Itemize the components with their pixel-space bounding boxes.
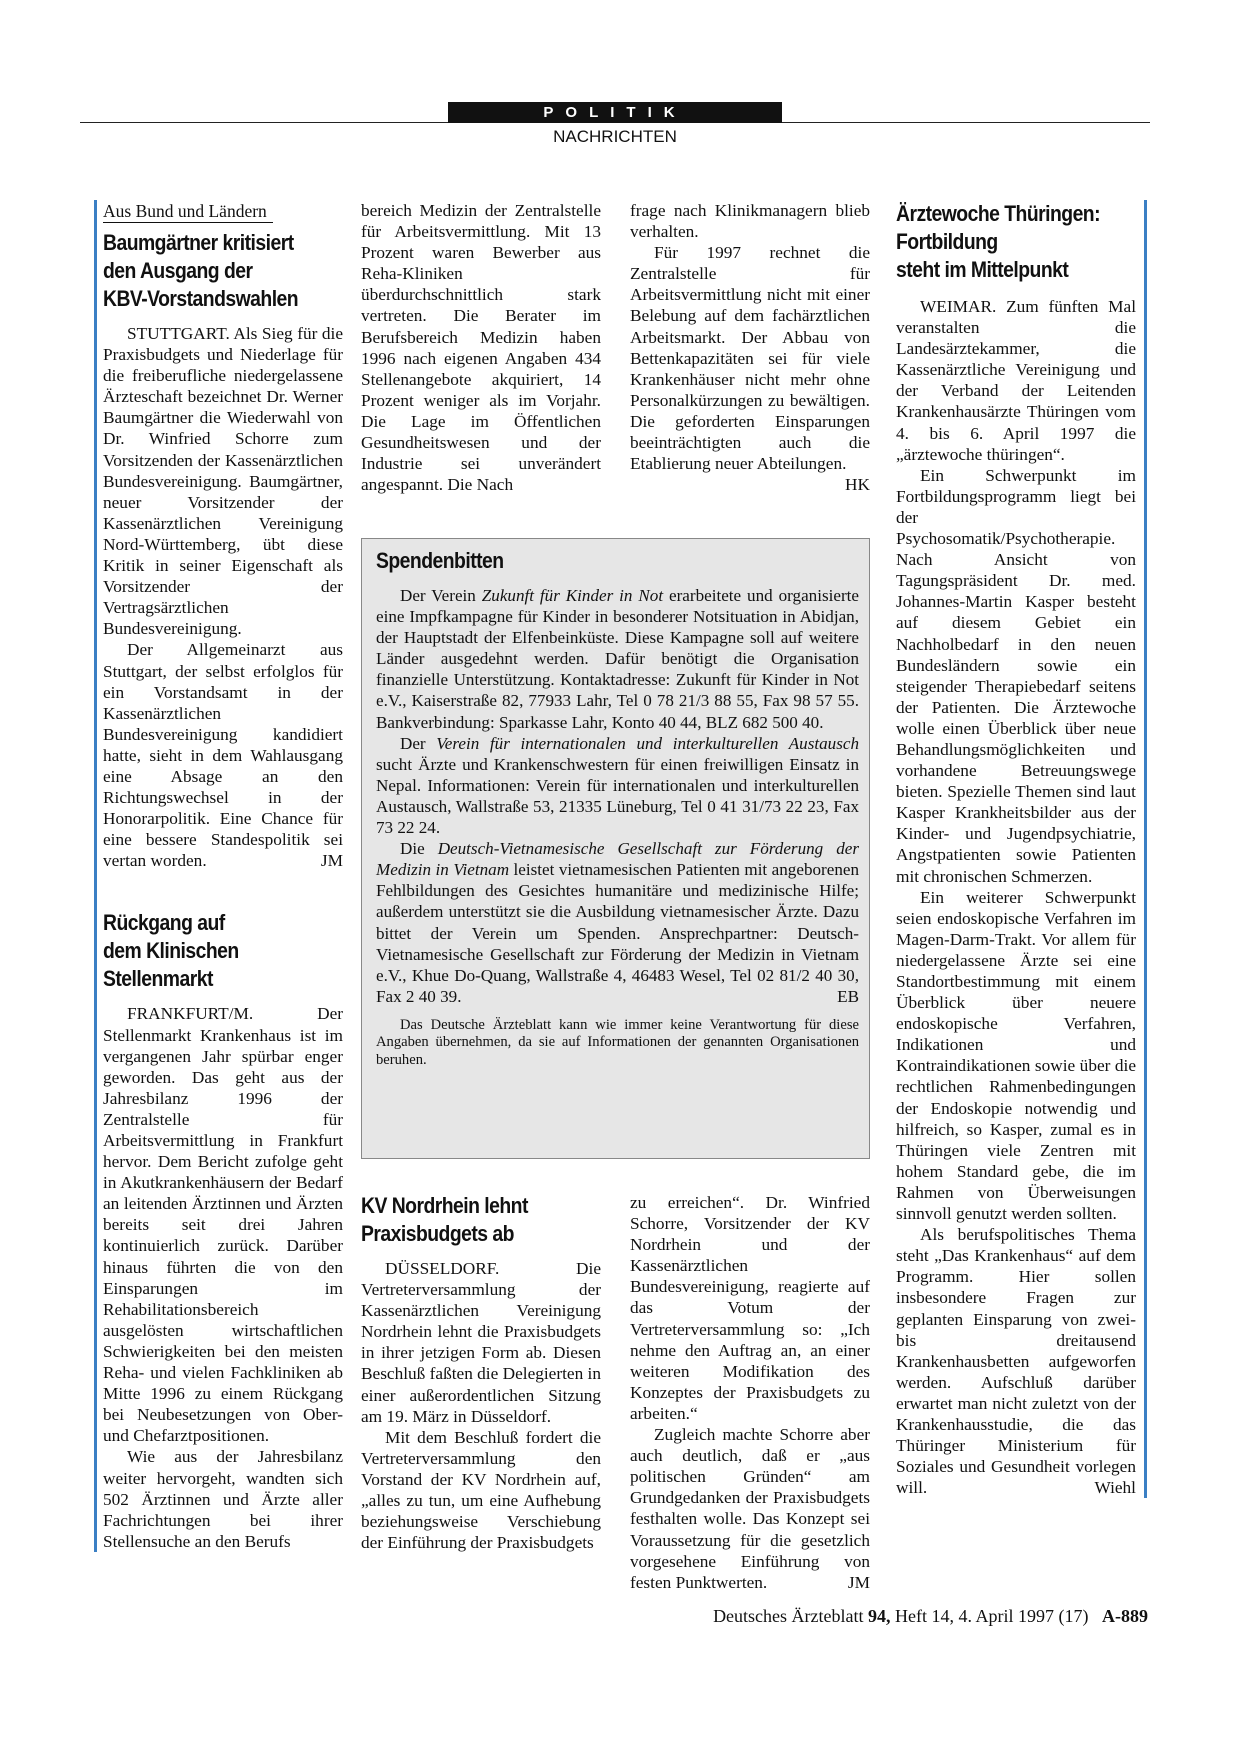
- text-fragment: Der Verein: [400, 586, 482, 605]
- aerztewoche-title-line-2: Fortbildung: [896, 229, 998, 254]
- column-1: [94, 200, 343, 1552]
- kv-nordrhein-article-continued: [630, 1192, 870, 1593]
- rueckgang-title-line-2: dem Klinischen: [103, 938, 239, 964]
- spendenbitten-paragraph: [376, 733, 859, 838]
- baumgaertner-paragraph: [103, 639, 343, 871]
- baumgaertner-title-line-3: KBV-Vorstandswahlen: [103, 286, 299, 311]
- kv-nordrhein-paragraph: Mit dem Beschluß fordert die Vertreterversammlung den Vorstand der KV Nordrhein auf, „alles zu tun, um eine Aufhebung beziehungsweise Verschiebung der Einführung der Praxisbudgets: [361, 1427, 601, 1553]
- rueckgang-paragraph: [630, 242, 870, 495]
- rueckgang-paragraph-continued: frage nach Klinikmanagern blieb verhalten.: [630, 201, 870, 242]
- journal-volume: 94,: [868, 1606, 891, 1626]
- page-footer: [713, 1606, 1148, 1627]
- rueckgang-paragraph: FRANKFURT/M. Der Stellenmarkt Krankenhaus ist im vergangenen Jahr spürbar enger geworden. Das geht aus der Jahresbilanz 1996 der Zentralstelle für Arbeitsvermittlung in Frankfurt hervor. Dem Bericht zufolge geht in Akutkrankenhäusern der Bedarf an leitenden Ärztinnen und Ärzten bereits seit drei Jahren kontinuierlich zurück. Darüber hinaus führten die von den Einsparungen im Rehabilitationsbereich ausgelösten wirtschaftlichen Schwierigkeiten bei den meisten Reha- und vielen Fachkliniken ab Mitte 1996 zu einem Rückgang bei Neubesetzungen von Ober- und Chefarztpositionen.: [103, 1004, 343, 1446]
- column-2-top: [361, 200, 601, 495]
- article-overline: Aus Bund und Ländern: [103, 200, 273, 223]
- disclaimer-note: Das Deutsche Ärzteblatt kann wie immer keine Verantwortung für diese Angaben übernehmen, da sie auf Informationen der genannten Organisationen beruhen.: [376, 1016, 859, 1069]
- aerztewoche-paragraph: WEIMAR. Zum fünften Mal veranstalten die Landesärztekammer, die Kassenärztliche Vereinigung und der Verband der Leitenden Krankenhausärzte Thüringen vom 4. bis 6. April 1997 die „ärztewoche thüringen“.: [896, 297, 1136, 464]
- kv-nordrhein-paragraph-continued: zu erreichen“. Dr. Winfried Schorre, Vorsitzender der KV Nordrhein und der Kassenärztlichen Bundesvereinigung, reagierte auf das Votum der Vertreterversammlung so: „Ich nehme den Auftrag an, an einer weiteren Modifikation des Konzeptes der Praxisbudgets zu arbeiten.“: [630, 1193, 870, 1423]
- rueckgang-title-line-1: Rückgang auf: [103, 910, 225, 936]
- spendenbitten-box: [361, 538, 870, 1159]
- rueckgang-paragraph-text: Für 1997 rechnet die Zentralstelle für Arbeitsvermittlung nicht mit einer Belebung auf dem fachärztlichen Arbeitsmarkt. Der Abbau von Bettenkapazitäten sei für viele Krankenhäuser nicht mehr ohne Personalkürzungen zu bewältigen. Die geforderten Einsparungen beeinträchtigten auch die Etablierung neuer Abteilungen.: [630, 243, 870, 474]
- aerztewoche-article: [896, 200, 1147, 1498]
- rueckgang-paragraph-continued: bereich Medizin der Zentralstelle für Arbeitsvermittlung. Mit 13 Prozent waren Bewerber aus Reha-Kliniken überdurchschnittlich stark vertreten. Die Berater im Berufsbereich Medizin haben 1996 nach eigenen Angaben 434 Stellenangebote akquiriert, 14 Prozent weniger als im Vorjahr. Die Lage im Öffentlichen Gesundheitswesen und der Industrie sei unverändert angespannt. Die Nach: [361, 201, 601, 495]
- aerztewoche-paragraph-text: Als berufspolitisches Thema steht „Das Krankenhaus“ auf dem Programm. Hier sollen insbesondere Fragen zur geplanten Einsparung von zwei- bis dreitausend Krankenhausbetten aufgeworfen werden. Aufschluß darüber erwartet man nicht zuletzt von der Krankenhausstudie, die das Thüringer Ministerium für Soziales und Gesundheit vorlegen will.: [896, 1225, 1136, 1498]
- journal-name: Deutsches Ärzteblatt: [713, 1606, 864, 1626]
- aerztewoche-paragraph: Ein Schwerpunkt im Fortbildungsprogramm liegt bei der Psychosomatik/Psychotherapie. Nach Ansicht von Tagungspräsident Dr. med. Johannes-Martin Kasper besteht auf diesem Gebiet ein Nachholbedarf in den neuen Bundesländern sowie ein steigender Therapiebedarf seitens der Patienten. Die Ärztewoche wolle einen Überblick über neue Behandlungsmöglichkeiten und vorhandene Betreuungswege bieten. Spezielle Themen sind laut Kasper Krankheitsbilder aus der Kinder- und Jugendpsychiatrie, Angstpatienten sowie Patienten mit chronischen Schmerzen.: [896, 465, 1136, 886]
- text-fragment: Die: [400, 839, 438, 859]
- column-3-top: [630, 200, 870, 495]
- baumgaertner-article: [103, 200, 343, 871]
- aerztewoche-paragraph: [896, 1224, 1136, 1498]
- organisation-name: Verein für internationalen und interkulturellen Austausch: [436, 733, 859, 753]
- baumgaertner-title-line-2: den Ausgang der: [103, 258, 253, 283]
- article-signature: EB: [837, 986, 859, 1006]
- spendenbitten-title: Spendenbitten: [376, 548, 504, 573]
- kv-nordrhein-paragraph: [630, 1424, 870, 1593]
- rueckgang-title-line-3: Stellenmarkt: [103, 966, 213, 992]
- section-label: POLITIK: [448, 102, 782, 123]
- article-signature: JM: [847, 1572, 870, 1592]
- article-signature: Wiehl: [1094, 1478, 1136, 1498]
- rueckgang-article: [103, 909, 343, 1551]
- kv-nordrhein-paragraph: DÜSSELDORF. Die Vertreterversammlung der Kassenärztlichen Vereinigung Nordrhein lehnt die Praxisbudgets in ihrer jetzigen Form ab. Diesen Beschluß faßten die Delegierten in einer außerordentlichen Sitzung am 19. März in Düsseldorf.: [361, 1259, 601, 1426]
- kv-nordrhein-paragraph-text: Zugleich machte Schorre aber auch deutlich, daß er „aus politischen Gründen“ am Grundgedanken der Praxisbudgets festhalten wolle. Das Konzept sei Voraussetzung für die gesetzlich vorgesehene Einführung von festen Punktwerten.: [630, 1425, 870, 1592]
- aerztewoche-title-line-3: steht im Mittelpunkt: [896, 257, 1069, 282]
- subsection-label: NACHRICHTEN: [553, 127, 677, 146]
- spendenbitten-paragraph: [376, 838, 859, 1007]
- text-fragment: leistet vietnamesischen Patienten mit angeborenen Fehlbildungen des Gesichtes humanitäre und medizinische Hilfe; außerdem unterstützt sie die Ausbildung vietnamesischer Ärzte. Dazu bittet der Verein um Spenden. Ansprechpartner: Deutsch-Vietnamesische Gesellschaft zur Förderung der Medizin in Vietnam e.V., Khue Do-Quang, Wallstraße 4, 46483 Wesel, Tel 02 81/2 40 30, Fax 2 40 39.: [376, 860, 859, 1006]
- text-fragment: sucht Ärzte und Krankenschwestern für einen freiwilligen Einsatz in Nepal. Informationen: Verein für internationalen und interkulturellen Austausch, Wallstraße 53, 21335 Lüneburg, Tel 0 41 31/73 22 23, Fax 73 22 24.: [376, 754, 859, 838]
- aerztewoche-title-line-1: Ärztewoche Thüringen:: [896, 201, 1101, 226]
- journal-issue: Heft 14, 4. April 1997 (17): [895, 1606, 1089, 1626]
- organisation-name: Zukunft für Kinder in Not: [481, 586, 664, 605]
- kv-nordrhein-title-line-1: KV Nordrhein lehnt: [361, 1193, 528, 1218]
- baumgaertner-paragraph: STUTTGART. Als Sieg für die Praxisbudgets und Niederlage für die freiberufliche niedergelassene Ärzteschaft bezeichnet Dr. Werner Baumgärtner die Wiederwahl von Dr. Winfried Schorre zum Vorsitzenden der Kassenärztlichen Bundesvereinigung. Baumgärtner, neuer Vorsitzender der Kassenärztlichen Vereinigung Nord-Württemberg, übt diese Kritik in seiner Eigenschaft als Vorsitzender der Vertragsärztlichen Bundesvereinigung.: [103, 324, 343, 639]
- text-fragment: erarbeitete und organisierte eine Impfkampagne für Kinder in besonderer Notsituation in Abidjan, der Hauptstadt der Elfenbeinküste. Diese Kampagne soll auf weitere Länder ausgedehnt werden. Dafür benötigt die Organisation finanzielle Unterstützung. Kontaktadresse: Zukunft für Kinder in Not e.V., Kaiserstraße 82, 77933 Lahr, Tel 0 78 21/3 88 55, Fax 98 57 55. Bankverbindung: Sparkasse Lahr, Konto 40 44, BLZ 682 500 40.: [376, 586, 859, 732]
- rueckgang-paragraph: Wie aus der Jahresbilanz weiter hervorgeht, wandten sich 502 Ärztinnen und Ärzte aller Fachrichtungen bei ihrer Stellensuche an den Berufs: [103, 1447, 343, 1551]
- article-signature: JM: [320, 851, 343, 871]
- article-signature: HK: [845, 475, 870, 495]
- baumgaertner-title-line-1: Baumgärtner kritisiert: [103, 230, 294, 255]
- text-fragment: Der: [400, 733, 437, 753]
- organisation-name: Deutsch-Vietnamesische Gesellschaft zur Förderung der Medizin in Vietnam: [376, 839, 859, 880]
- kv-nordrhein-title-line-2: Praxisbudgets ab: [361, 1221, 514, 1246]
- baumgaertner-paragraph-text: Der Allgemeinarzt aus Stuttgart, der selbst erfolglos für ein Vorstandsamt in der Kassenärztlichen Bundesvereinigung kandidiert hatte, sieht in dem Wahlausgang eine Absage an den Richtungswechsel in der Honorarpolitik. Eine Chance für eine bessere Standespolitik sei vertan worden.: [103, 640, 343, 871]
- page-number: A-889: [1102, 1606, 1148, 1626]
- aerztewoche-paragraph: Ein weiterer Schwerpunkt seien endoskopische Verfahren im Magen-Darm-Trakt. Vor allem für niedergelassene Ärzte sei eine Standortbestimmung mit einem Überblick über neuere endoskopische Verfahren, Indikationen und Kontraindikationen sowie über die rechtlichen Rahmenbedingungen der Endoskopie notwendig und hilfreich, so Kasper, zumal es in Thüringen viele Zentren mit hohem Standard gebe, die im Rahmen von Überweisungen sinnvoll genutzt werden sollten.: [896, 887, 1136, 1224]
- kv-nordrhein-article: [361, 1192, 601, 1553]
- spendenbitten-paragraph: [376, 585, 859, 733]
